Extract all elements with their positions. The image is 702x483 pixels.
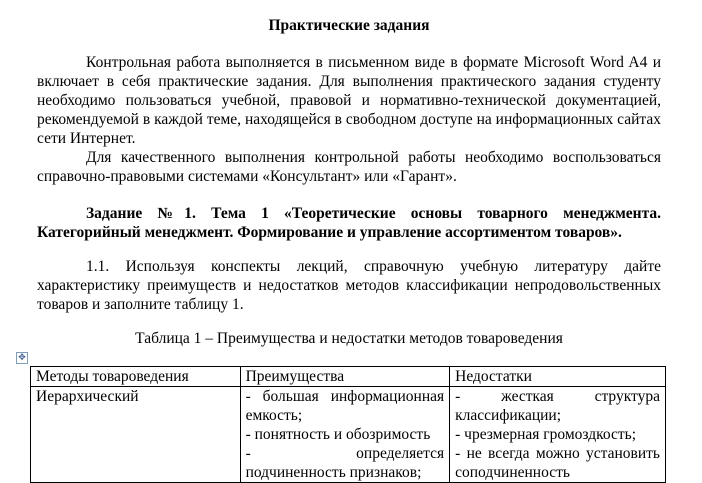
advantage-item: - понятность и обозримость — [245, 426, 431, 443]
advantage-item: - большая информационная емкость; — [245, 388, 445, 424]
page-title: Практические задания — [268, 17, 430, 34]
intro-paragraph-2: Для качественного выполнения контрольной работы необходимо воспользоваться справочно-правовыми системами «Консультант» или «Гарант». — [37, 149, 661, 185]
table-row — [31, 387, 666, 483]
disadvantage-item: - чрезмерная громоздкость; — [455, 426, 637, 443]
table-header-cell[interactable]: Преимущества — [240, 367, 450, 387]
task-item-1-1: 1.1. Используя конспекты лекций, справочную учебную литературу дайте характеристику преимуществ и недостатков методов классификации непродовольственных товаров и заполните таблицу 1. — [37, 258, 661, 313]
advantages-cell[interactable] — [240, 387, 450, 483]
disadvantages-cell[interactable] — [450, 387, 666, 483]
task-heading: Задание №1. Тема 1 «Теоретические основы товарного менеджмента. Категорийный менеджмент. Формирование и управление ассортиментом товаров». — [37, 205, 661, 241]
advantage-item: - определяется подчиненность признаков; — [245, 445, 445, 481]
intro-paragraph-1: Контрольная работа выполняется в письменном виде в формате Microsoft Word A4 и включает в себя практические задания. Для выполнения практического задания студенту необходимо пользоваться учебной, правовой и нормативно-технической документацией, рекомендуемой в каждой теме, находящейся в свободном доступе на информационных сайтах сети Интернет. — [37, 54, 661, 147]
table-header-row — [31, 367, 666, 387]
table-caption: Таблица 1 – Преимущества и недостатки методов товароведения — [135, 330, 563, 347]
method-cell[interactable]: Иерархический — [31, 387, 241, 483]
table-header-cell[interactable]: Недостатки — [450, 367, 666, 387]
table-header-cell[interactable]: Методы товароведения — [31, 367, 241, 387]
table-move-icon[interactable]: ✥ — [16, 352, 28, 364]
disadvantage-item: - жесткая структура классификации; — [455, 388, 660, 424]
disadvantage-item: - не всегда можно установить соподчиненность — [455, 445, 660, 481]
methods-table — [30, 366, 666, 483]
